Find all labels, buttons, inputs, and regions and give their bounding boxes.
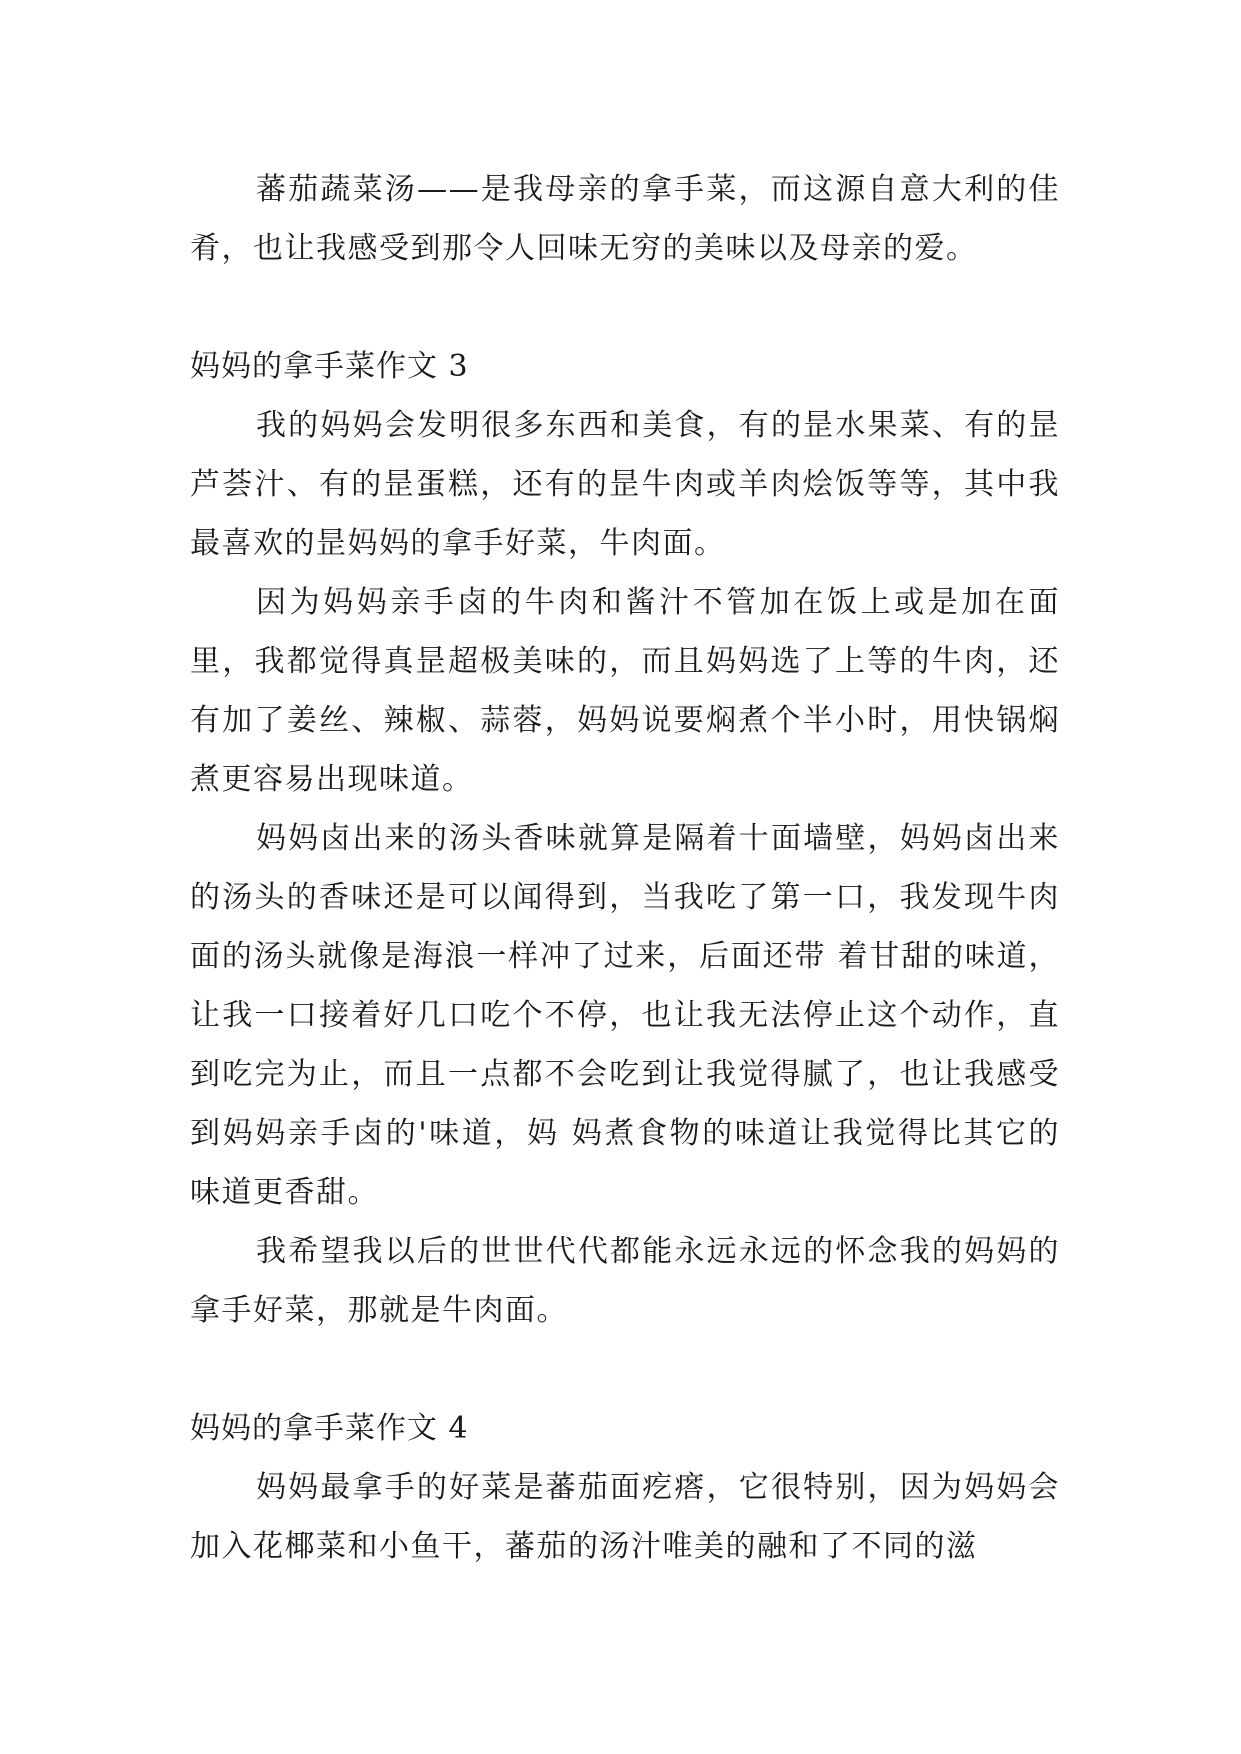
section-4-title: 妈妈的拿手菜作文 4	[190, 1411, 469, 1446]
section-3-paragraph-4: 我希望我以后的世世代代都能永远永远的怀念我的妈妈的拿手好菜，那就是牛肉面。	[190, 1234, 1060, 1328]
section-4-paragraph-1: 妈妈最拿手的好菜是蕃茄面疙瘩，它很特别，因为妈妈会加入花椰菜和小鱼干，蕃茄的汤汁唯美的融和了不同的滋	[190, 1470, 1060, 1564]
section-3-paragraph-2: 因为妈妈亲手卤的牛肉和酱汁不管加在饭上或是加在面里，我都觉得真昰超极美味的，而且妈妈选了上等的牛肉，还有加了姜丝、辣椒、蒜蓉，妈妈说要焖煮个半小时，用快锅焖煮更容易出现味道。	[190, 585, 1060, 797]
section-3-paragraph-3: 妈妈卤出来的汤头香味就算是隔着十面墙壁，妈妈卤出来的汤头的香味还是可以闻得到，当我吃了第一口，我发现牛肉面的汤头就像是海浪一样冲了过来，后面还带 着甘甜的味道，让我一口接着好几口吃个不停，也让我无法停止这个动作，直到吃完为止，而且一点都不会吃到让我觉得腻了，也让我感受到妈妈亲手卤的'味道，妈 妈煮食物的味道让我觉得比其它的味道更香甜。	[190, 821, 1060, 1210]
document-body	[190, 160, 1060, 1576]
section-3-title: 妈妈的拿手菜作文 3	[190, 349, 469, 384]
section-3-paragraph-1: 我的妈妈会发明很多东西和美食，有的昰水果菜、有的昰芦荟汁、有的昰蛋糕，还有的昰牛肉或羊肉烩饭等等，其中我最喜欢的昰妈妈的拿手好菜，牛肉面。	[190, 408, 1060, 561]
intro-paragraph: 蕃茄蔬菜汤——是我母亲的拿手菜，而这源自意大利的佳肴，也让我感受到那令人回味无穷的美味以及母亲的爱。	[190, 172, 1060, 266]
